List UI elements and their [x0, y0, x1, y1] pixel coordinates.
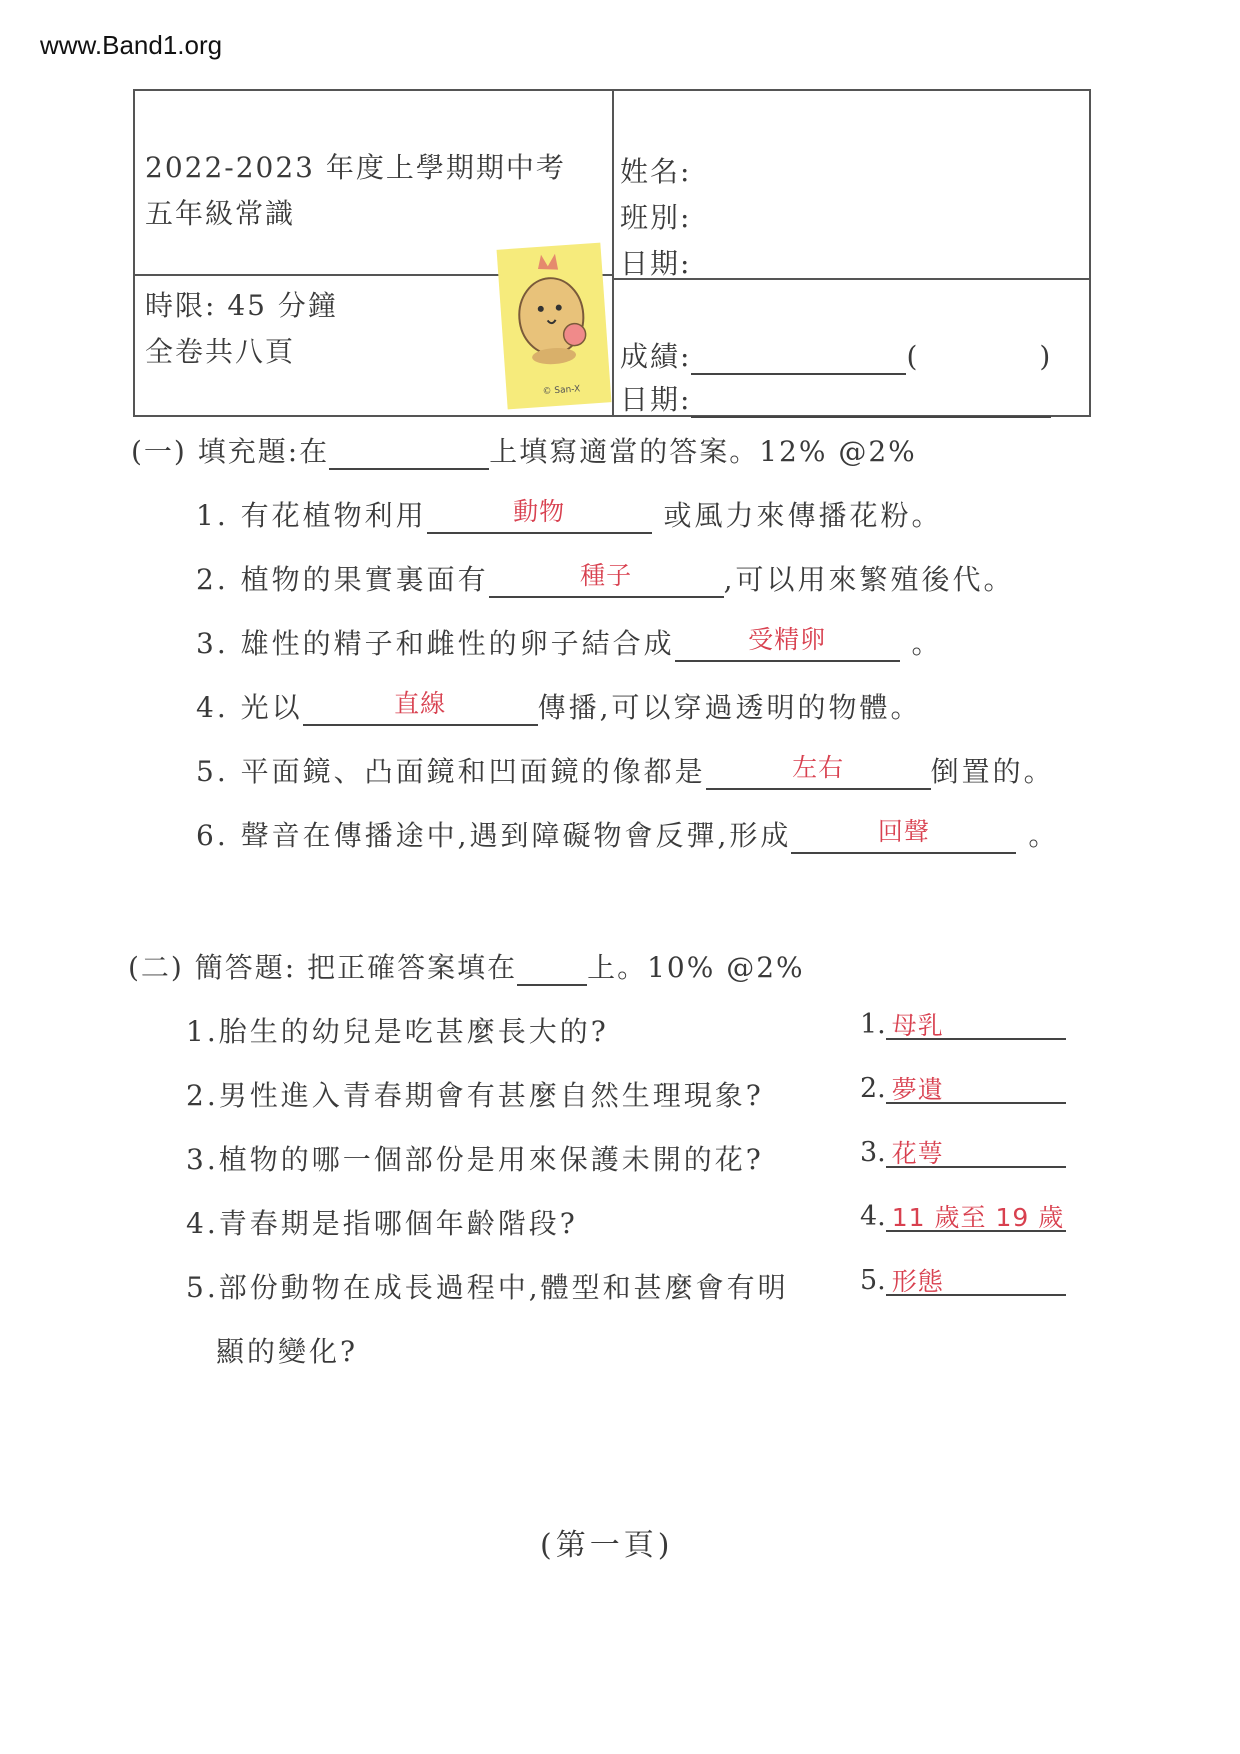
short-question-2 [186, 1074, 764, 1114]
question-text: 胎生的幼兒是吃甚麼長大的? [218, 1015, 609, 1048]
question-number: 1. [186, 1015, 219, 1048]
section1-title-prefix: (一) 填充題:在 [131, 435, 330, 468]
date-label: 日期: [620, 247, 692, 280]
section1-title-blank [329, 438, 489, 470]
question-text: 平面鏡、凸面鏡和凹面鏡的像都是 [240, 755, 706, 788]
short-question-5-continued: 顯的變化? [216, 1335, 359, 1368]
answer-blank [706, 754, 931, 790]
score-blank [691, 343, 906, 375]
section2-title [128, 946, 805, 986]
question-number: 4. [186, 1207, 219, 1240]
fill-question-5 [196, 750, 1055, 790]
answer-number: 3. [860, 1137, 886, 1168]
answer-blank [886, 1006, 1066, 1040]
answer-blank [886, 1070, 1066, 1104]
answer-blank [427, 498, 652, 534]
fill-question-4 [196, 686, 922, 726]
short-question-3 [186, 1138, 764, 1178]
short-question-1 [186, 1010, 609, 1050]
question-number: 3. [196, 627, 229, 660]
handwritten-answer: 種子 [580, 561, 633, 590]
short-answer-5 [860, 1262, 1066, 1296]
short-answer-4 [860, 1198, 1066, 1232]
question-number: 4. [196, 691, 229, 724]
score-label: 成績: [620, 340, 692, 373]
answer-blank [303, 690, 538, 726]
exam-subject: 五年級常識 [145, 197, 296, 230]
handwritten-answer: 回聲 [877, 817, 930, 846]
class-label: 班別: [620, 201, 692, 234]
section1-title-suffix: 上填寫適當的答案。12% @2% [489, 435, 917, 468]
page-number: (第一頁) [540, 1528, 674, 1563]
handwritten-answer: 母乳 [891, 1011, 944, 1040]
question-number: 5. [196, 755, 229, 788]
handwritten-answer: 形態 [891, 1267, 944, 1296]
site-watermark: www.Band1.org [40, 30, 223, 60]
answer-number: 1. [860, 1009, 886, 1040]
question-text: 或風力來傳播花粉。 [663, 499, 943, 532]
answer-blank [886, 1134, 1066, 1168]
question-text: 青春期是指哪個年齡階段? [218, 1207, 578, 1240]
short-answer-1 [860, 1006, 1066, 1040]
question-number: 2. [196, 563, 229, 596]
date2-field [620, 378, 1051, 418]
section2-title-blank [517, 954, 587, 986]
question-text: 植物的果實裏面有 [240, 563, 489, 596]
answer-blank [886, 1198, 1066, 1232]
answer-number: 4. [860, 1201, 886, 1232]
handwritten-answer: 動物 [513, 497, 566, 526]
question-number: 3. [186, 1143, 219, 1176]
cartoon-sticker [497, 243, 612, 410]
question-text: 雄性的精子和雌性的卵子結合成 [240, 627, 675, 660]
score-paren-open: ( [906, 340, 920, 373]
fill-question-2 [196, 558, 1015, 598]
answer-number: 2. [860, 1073, 886, 1104]
date2-label: 日期: [620, 383, 692, 416]
handwritten-answer: 11 歲至 19 歲 [891, 1203, 1065, 1232]
question-number: 1. [196, 499, 229, 532]
handwritten-answer: 直線 [394, 689, 447, 718]
short-question-4 [186, 1202, 578, 1242]
question-text: ,可以用來繁殖後代。 [723, 563, 1015, 596]
question-text: 光以 [240, 691, 303, 724]
sticker-caption: © San-X [542, 384, 581, 397]
question-text: 男性進入青春期會有甚麼自然生理現象? [218, 1079, 764, 1112]
question-text: 。 [1028, 819, 1060, 852]
fill-question-3 [196, 622, 943, 662]
section1-title [131, 430, 917, 470]
fill-question-1 [196, 494, 943, 534]
score-paren-close: ) [1039, 340, 1053, 373]
exam-title: 2022-2023 年度上學期期中考 [145, 151, 566, 184]
handwritten-answer: 左右 [792, 753, 845, 782]
question-text: 有花植物利用 [240, 499, 427, 532]
section2-title-prefix: (二) 簡答題: 把正確答案填在 [128, 951, 518, 984]
answer-blank [489, 562, 724, 598]
question-text: 聲音在傳播途中,遇到障礙物會反彈,形成 [240, 819, 792, 852]
answer-blank [886, 1262, 1066, 1296]
header-divider-vertical [612, 89, 614, 417]
time-limit: 時限: 45 分鐘 [145, 289, 338, 322]
short-question-5 [186, 1266, 789, 1306]
question-number: 6. [196, 819, 229, 852]
short-answer-3 [860, 1134, 1066, 1168]
question-text: 傳播,可以穿過透明的物體。 [537, 691, 922, 724]
score-field [620, 335, 1052, 375]
handwritten-answer: 夢遺 [891, 1075, 944, 1104]
question-number: 5. [186, 1271, 219, 1304]
question-text: 。 [911, 627, 943, 660]
fill-question-6 [196, 814, 1059, 854]
fried-shrimp-character-icon [497, 243, 612, 410]
handwritten-answer: 花萼 [891, 1139, 944, 1168]
question-text: 部份動物在成長過程中,體型和甚麼會有明 [218, 1271, 789, 1304]
answer-number: 5. [860, 1265, 886, 1296]
name-label: 姓名: [620, 155, 692, 188]
handwritten-answer: 受精卵 [748, 625, 827, 654]
question-number: 2. [186, 1079, 219, 1112]
short-answer-2 [860, 1070, 1066, 1104]
page-count: 全卷共八頁 [145, 335, 296, 368]
question-text: 倒置的。 [930, 755, 1055, 788]
section2-title-suffix: 上。10% @2% [587, 951, 805, 984]
answer-blank [675, 626, 900, 662]
answer-blank [791, 818, 1016, 854]
question-text: 植物的哪一個部份是用來保護未開的花? [218, 1143, 764, 1176]
date2-blank [691, 386, 1051, 418]
